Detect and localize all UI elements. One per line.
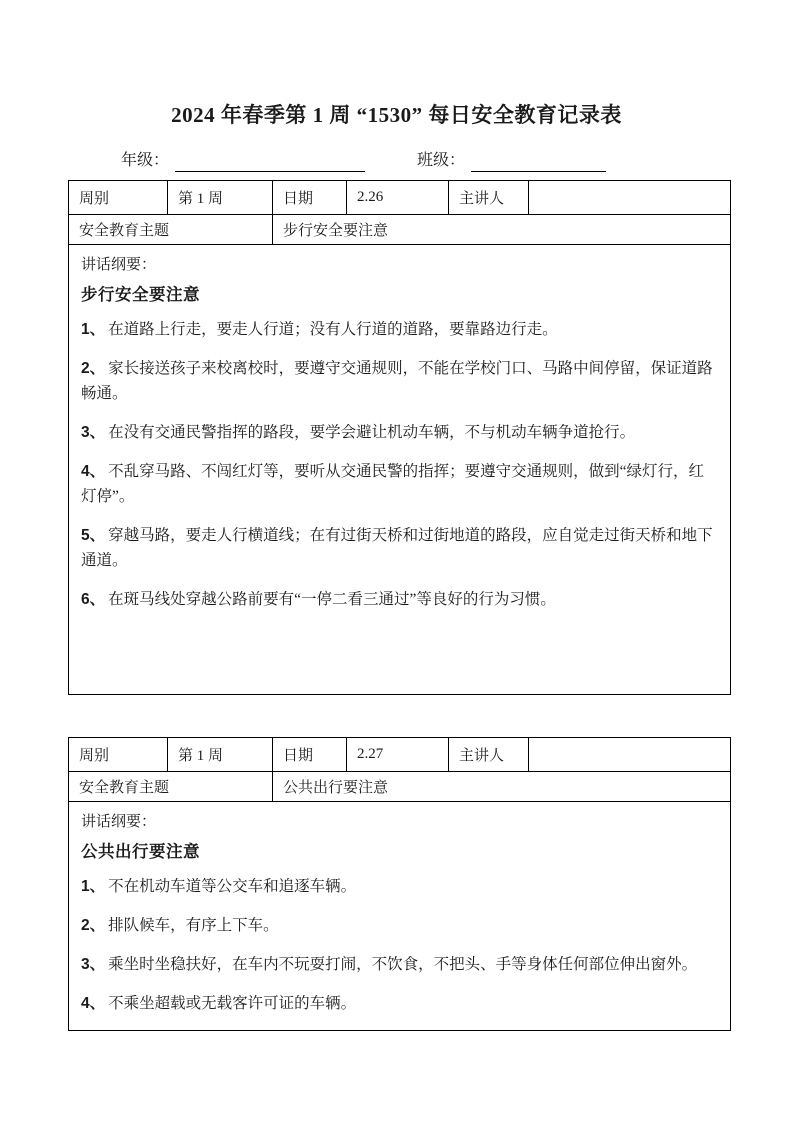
outline-item xyxy=(81,317,718,342)
table-row xyxy=(69,245,731,695)
outline-item xyxy=(81,523,718,573)
item-number: 4、 xyxy=(81,463,106,480)
speaker-label-cell: 主讲人 xyxy=(449,738,529,772)
item-text: 乘坐时坐稳扶好，在车内不玩耍打闹，不饮食，不把头、手等身体任何部位伸出窗外。 xyxy=(108,956,698,973)
item-number: 1、 xyxy=(81,878,106,895)
item-number: 2、 xyxy=(81,360,106,377)
outline-item xyxy=(81,913,718,938)
speaker-value-cell xyxy=(529,181,731,215)
outline-title: 步行安全要注意 xyxy=(81,286,200,304)
class-label: 班级： xyxy=(417,152,466,169)
outline-item xyxy=(81,874,718,899)
topic-label-cell: 安全教育主题 xyxy=(69,215,273,245)
outline-item xyxy=(81,587,718,612)
item-text: 不乘坐超载或无载客许可证的车辆。 xyxy=(108,995,357,1012)
date-label-cell: 日期 xyxy=(273,738,347,772)
item-number: 6、 xyxy=(81,591,106,608)
date-value-cell: 2.26 xyxy=(347,181,449,215)
item-text: 不在机动车道等公交车和追逐车辆。 xyxy=(108,878,357,895)
item-number: 5、 xyxy=(81,527,106,544)
outline-item xyxy=(81,991,718,1016)
speaker-label-cell: 主讲人 xyxy=(449,181,529,215)
grade-label: 年级： xyxy=(121,152,170,169)
outline-cell xyxy=(69,245,731,695)
item-number: 1、 xyxy=(81,321,106,338)
item-number: 3、 xyxy=(81,424,106,441)
item-text: 排队候车，有序上下车。 xyxy=(108,917,279,934)
item-text: 家长接送孩子来校离校时，要遵守交通规则，不能在学校门口、马路中间停留，保证道路畅通。 xyxy=(81,360,713,402)
class-fill-line xyxy=(471,152,606,172)
item-number: 2、 xyxy=(81,917,106,934)
grade-class-row xyxy=(121,146,793,172)
item-text: 穿越马路，要走人行横道线；在有过街天桥和过街地道的路段，应自觉走过街天桥和地下通道。 xyxy=(81,527,713,569)
item-text: 在没有交通民警指挥的路段，要学会避让机动车辆，不与机动车辆争道抢行。 xyxy=(108,424,636,441)
topic-label-cell: 安全教育主题 xyxy=(69,772,273,802)
table-row xyxy=(69,215,731,245)
week-label-cell: 周别 xyxy=(69,181,168,215)
outline-item xyxy=(81,420,718,445)
item-text: 在斑马线处穿越公路前要有“一停二看三通过”等良好的行为习惯。 xyxy=(108,591,556,608)
date-value-cell: 2.27 xyxy=(347,738,449,772)
page-title: 2024 年春季第 1 周 “1530” 每日安全教育记录表 xyxy=(171,103,622,127)
table-row xyxy=(69,181,731,215)
date-label-cell: 日期 xyxy=(273,181,347,215)
outline-item xyxy=(81,356,718,406)
topic-value-cell: 公共出行要注意 xyxy=(273,772,731,802)
table-row xyxy=(69,738,731,772)
outline-cell xyxy=(69,802,731,1031)
outline-label: 讲话纲要： xyxy=(81,257,157,273)
grade-fill-line xyxy=(175,152,365,172)
outline-item xyxy=(81,952,718,977)
item-number: 4、 xyxy=(81,995,106,1012)
table-row xyxy=(69,772,731,802)
outline-title: 公共出行要注意 xyxy=(81,843,200,861)
item-text: 在道路上行走，要走人行道；没有人行道的道路，要靠路边行走。 xyxy=(108,321,558,338)
outline-label: 讲话纲要： xyxy=(81,814,157,830)
table-row xyxy=(69,802,731,1031)
speaker-value-cell xyxy=(529,738,731,772)
safety-record-table-day2 xyxy=(68,737,793,1031)
week-value-cell: 第 1 周 xyxy=(168,181,273,215)
item-number: 3、 xyxy=(81,956,106,973)
week-label-cell: 周别 xyxy=(69,738,168,772)
topic-value-cell: 步行安全要注意 xyxy=(273,215,731,245)
outline-item xyxy=(81,459,718,509)
week-value-cell: 第 1 周 xyxy=(168,738,273,772)
item-text: 不乱穿马路、不闯红灯等，要听从交通民警的指挥；要遵守交通规则，做到“绿灯行，红灯停”。 xyxy=(81,463,705,505)
safety-record-table-day1 xyxy=(68,180,793,695)
